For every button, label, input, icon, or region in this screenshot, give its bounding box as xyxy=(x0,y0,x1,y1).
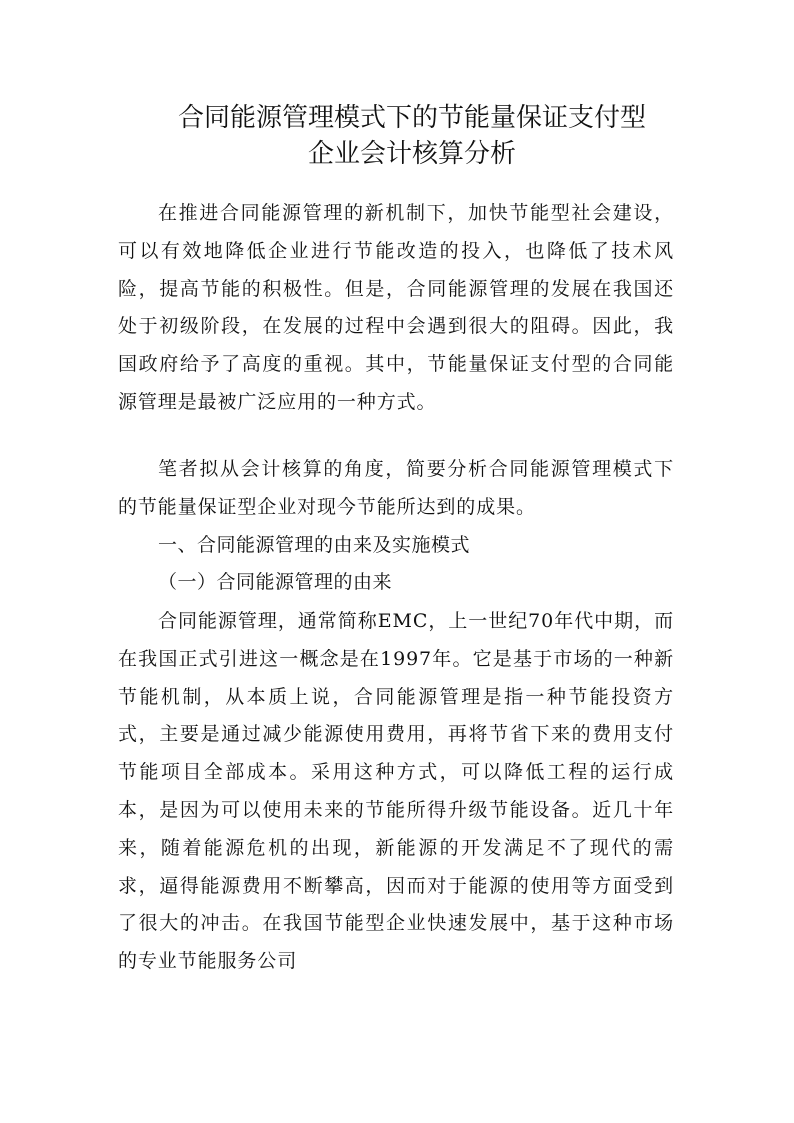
paragraph-intro: 在推进合同能源管理的新机制下，加快节能型社会建设，可以有效地降低企业进行节能改造的投入，也降低了技术风险，提高节能的积极性。但是，合同能源管理的发展在我国还处于初级阶段，在发展的过程中会遇到很大的阻碍。因此，我国政府给予了高度的重视。其中，节能量保证支付型的合同能源管理是最被广泛应用的一种方式。 xyxy=(118,202,674,413)
subsection-heading-1: （一）合同能源管理的由来 xyxy=(158,571,393,593)
section-heading-1: 一、合同能源管理的由来及实施模式 xyxy=(158,534,471,556)
document-title-line-1: 合同能源管理模式下的节能量保证支付型 xyxy=(177,103,646,133)
paragraph-emc-origin: 合同能源管理，通常简称EMC，上一世纪70年代中期，而在我国正式引进这一概念是在1997年。它是基于市场的一种新节能机制，从本质上说，合同能源管理是指一种节能投资方式，主要是通过减少能源使用费用，再将节省下来的费用支付节能项目全部成本。采用这种方式，可以降低工程的运行成本，是因为可以使用未来的节能所得升级节能设备。近几十年来，随着能源危机的出现，新能源的开发满足不了现代的需求，逼得能源费用不断攀高，因而对于能源的使用等方面受到了很大的冲击。在我国节能型企业快速发展中，基于这种市场的专业节能服务公司 xyxy=(118,610,674,973)
paragraph-purpose: 笔者拟从会计核算的角度，简要分析合同能源管理模式下的节能量保证型企业对现今节能所达到的成果。 xyxy=(118,458,674,518)
document-title-line-2: 企业会计核算分析 xyxy=(307,139,516,169)
